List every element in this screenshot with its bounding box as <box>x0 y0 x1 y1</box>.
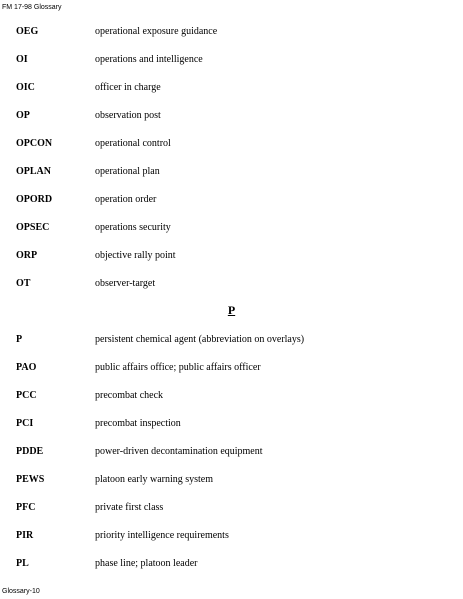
glossary-definition: operational plan <box>95 166 160 177</box>
glossary-term: OPCON <box>16 138 53 149</box>
glossary-term: OEG <box>16 26 39 37</box>
glossary-entry <box>0 417 463 431</box>
glossary-entry <box>0 81 463 95</box>
glossary-term: OPSEC <box>16 222 50 233</box>
glossary-term: OP <box>16 110 30 121</box>
glossary-definition: precombat inspection <box>95 418 181 429</box>
glossary-entry <box>0 501 463 515</box>
glossary-definition: platoon early warning system <box>95 474 214 485</box>
glossary-definition: public affairs office; public affairs officer <box>95 362 261 373</box>
glossary-term: PCC <box>16 390 37 401</box>
glossary-entry <box>0 277 463 291</box>
glossary-entry <box>0 165 463 179</box>
glossary-definition: operational exposure guidance <box>95 26 218 37</box>
section-heading: P <box>227 303 236 317</box>
glossary-definition: operations security <box>95 222 171 233</box>
glossary-entry <box>0 249 463 263</box>
glossary-term: PCI <box>16 418 34 429</box>
glossary-entry <box>0 361 463 375</box>
glossary-term: PEWS <box>16 474 45 485</box>
glossary-entry <box>0 529 463 543</box>
glossary-definition: priority intelligence requirements <box>95 530 229 541</box>
glossary-definition: operations and intelligence <box>95 54 203 65</box>
glossary-definition: observer-target <box>95 278 156 289</box>
page-number: Glossary-10 <box>2 588 40 595</box>
glossary-definition: persistent chemical agent (abbreviation on overlays) <box>95 334 305 345</box>
glossary-definition: power-driven decontamination equipment <box>95 446 263 457</box>
glossary-term: OPLAN <box>16 166 51 177</box>
glossary-entry <box>0 193 463 207</box>
glossary-definition: officer in charge <box>95 82 161 93</box>
glossary-definition: operation order <box>95 194 157 205</box>
glossary-term: OI <box>16 54 28 65</box>
glossary-entry <box>0 25 463 39</box>
glossary-definition: phase line; platoon leader <box>95 558 198 569</box>
glossary-term: PIR <box>16 530 34 541</box>
glossary-entry <box>0 221 463 235</box>
glossary-entry <box>0 333 463 347</box>
glossary-definition: precombat check <box>95 390 164 401</box>
glossary-term: PAO <box>16 362 37 373</box>
glossary-term: PFC <box>16 502 36 513</box>
glossary-term: PDDE <box>16 446 44 457</box>
glossary-entry <box>0 445 463 459</box>
glossary-entry <box>0 109 463 123</box>
glossary-definition: objective rally point <box>95 250 176 261</box>
glossary-term: OIC <box>16 82 35 93</box>
glossary-term: PL <box>16 558 29 569</box>
glossary-entry <box>0 53 463 67</box>
glossary-definition: private first class <box>95 502 164 513</box>
glossary-term: OPORD <box>16 194 53 205</box>
glossary-definition: observation post <box>95 110 161 121</box>
glossary-entry <box>0 137 463 151</box>
glossary-term: P <box>16 334 23 345</box>
glossary-term: OT <box>16 278 31 289</box>
running-header: FM 17-98 Glossary <box>2 4 62 11</box>
glossary-definition: operational control <box>95 138 171 149</box>
glossary-entry <box>0 389 463 403</box>
glossary-entry <box>0 473 463 487</box>
glossary-term: ORP <box>16 250 38 261</box>
glossary-entry <box>0 557 463 571</box>
